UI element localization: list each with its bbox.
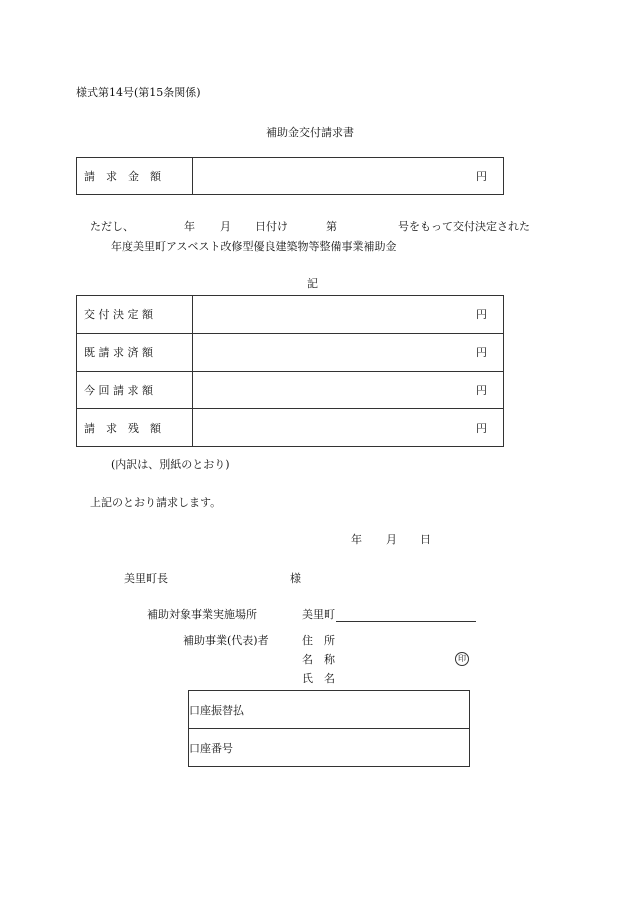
proviso-no-suffix: 号をもって交付決定された bbox=[398, 220, 530, 233]
account-transfer-field[interactable] bbox=[189, 691, 470, 729]
proviso-month: 月 bbox=[220, 220, 231, 233]
detail-label: 今 回 請 求 額 bbox=[77, 371, 193, 409]
request-amount-field[interactable] bbox=[193, 158, 504, 195]
date-month: 月 bbox=[386, 533, 397, 546]
site-underline bbox=[336, 610, 476, 622]
request-statement: 上記のとおり請求します。 bbox=[90, 496, 222, 509]
detail-value-field[interactable] bbox=[193, 409, 504, 447]
proviso-prefix: ただし、 bbox=[90, 220, 134, 233]
table-row bbox=[77, 409, 504, 447]
detail-label: 既 請 求 済 額 bbox=[77, 333, 193, 371]
account-table bbox=[188, 690, 470, 767]
detail-value-field[interactable] bbox=[193, 333, 504, 371]
page-title: 補助金交付請求書 bbox=[266, 126, 354, 139]
proviso-no-prefix: 第 bbox=[326, 220, 337, 233]
ki-heading: 記 bbox=[307, 277, 318, 290]
detail-value-field[interactable] bbox=[193, 371, 504, 409]
account-transfer-label: 口座振替払 bbox=[189, 703, 244, 717]
site-label: 補助対象事業実施場所 bbox=[147, 608, 257, 621]
seal-icon: 印 bbox=[455, 652, 469, 666]
addressee-name: 美里町長 bbox=[124, 572, 168, 585]
person-name-label: 氏 名 bbox=[302, 672, 335, 685]
org-name-label: 名 称 bbox=[302, 653, 335, 666]
proviso-year: 年 bbox=[184, 220, 195, 233]
addressee-honorific: 様 bbox=[290, 572, 301, 585]
yen-unit: 円 bbox=[476, 346, 487, 360]
request-amount-label: 請 求 金 額 bbox=[77, 158, 193, 195]
detail-label: 交 付 決 定 額 bbox=[77, 296, 193, 334]
yen-unit: 円 bbox=[476, 170, 487, 183]
table-row bbox=[77, 333, 504, 371]
form-number: 様式第14号(第15条関係) bbox=[76, 86, 201, 99]
detail-table bbox=[76, 295, 504, 447]
yen-unit: 円 bbox=[476, 421, 487, 435]
breakdown-note: (内訳は、別紙のとおり) bbox=[111, 458, 230, 471]
table-row bbox=[77, 296, 504, 334]
applicant-label: 補助事業(代表)者 bbox=[183, 634, 269, 647]
yen-unit: 円 bbox=[476, 308, 487, 322]
request-amount-table bbox=[76, 157, 504, 195]
table-row bbox=[77, 371, 504, 409]
site-value: 美里町 bbox=[302, 608, 335, 621]
table-row bbox=[189, 691, 470, 729]
date-day: 日 bbox=[420, 533, 431, 546]
site-field[interactable] bbox=[302, 606, 476, 622]
account-number-label: 口座番号 bbox=[189, 741, 233, 755]
proviso-dated: 日付け bbox=[255, 220, 288, 233]
proviso-line2: 年度美里町アスベスト改修型優良建築物等整備事業補助金 bbox=[111, 240, 397, 253]
date-year: 年 bbox=[351, 533, 362, 546]
yen-unit: 円 bbox=[476, 383, 487, 397]
detail-label: 請 求 残 額 bbox=[77, 409, 193, 447]
address-label: 住 所 bbox=[302, 634, 335, 647]
account-number-field[interactable] bbox=[189, 729, 470, 767]
table-row bbox=[189, 729, 470, 767]
seal-mark bbox=[455, 651, 469, 666]
detail-value-field[interactable] bbox=[193, 296, 504, 334]
